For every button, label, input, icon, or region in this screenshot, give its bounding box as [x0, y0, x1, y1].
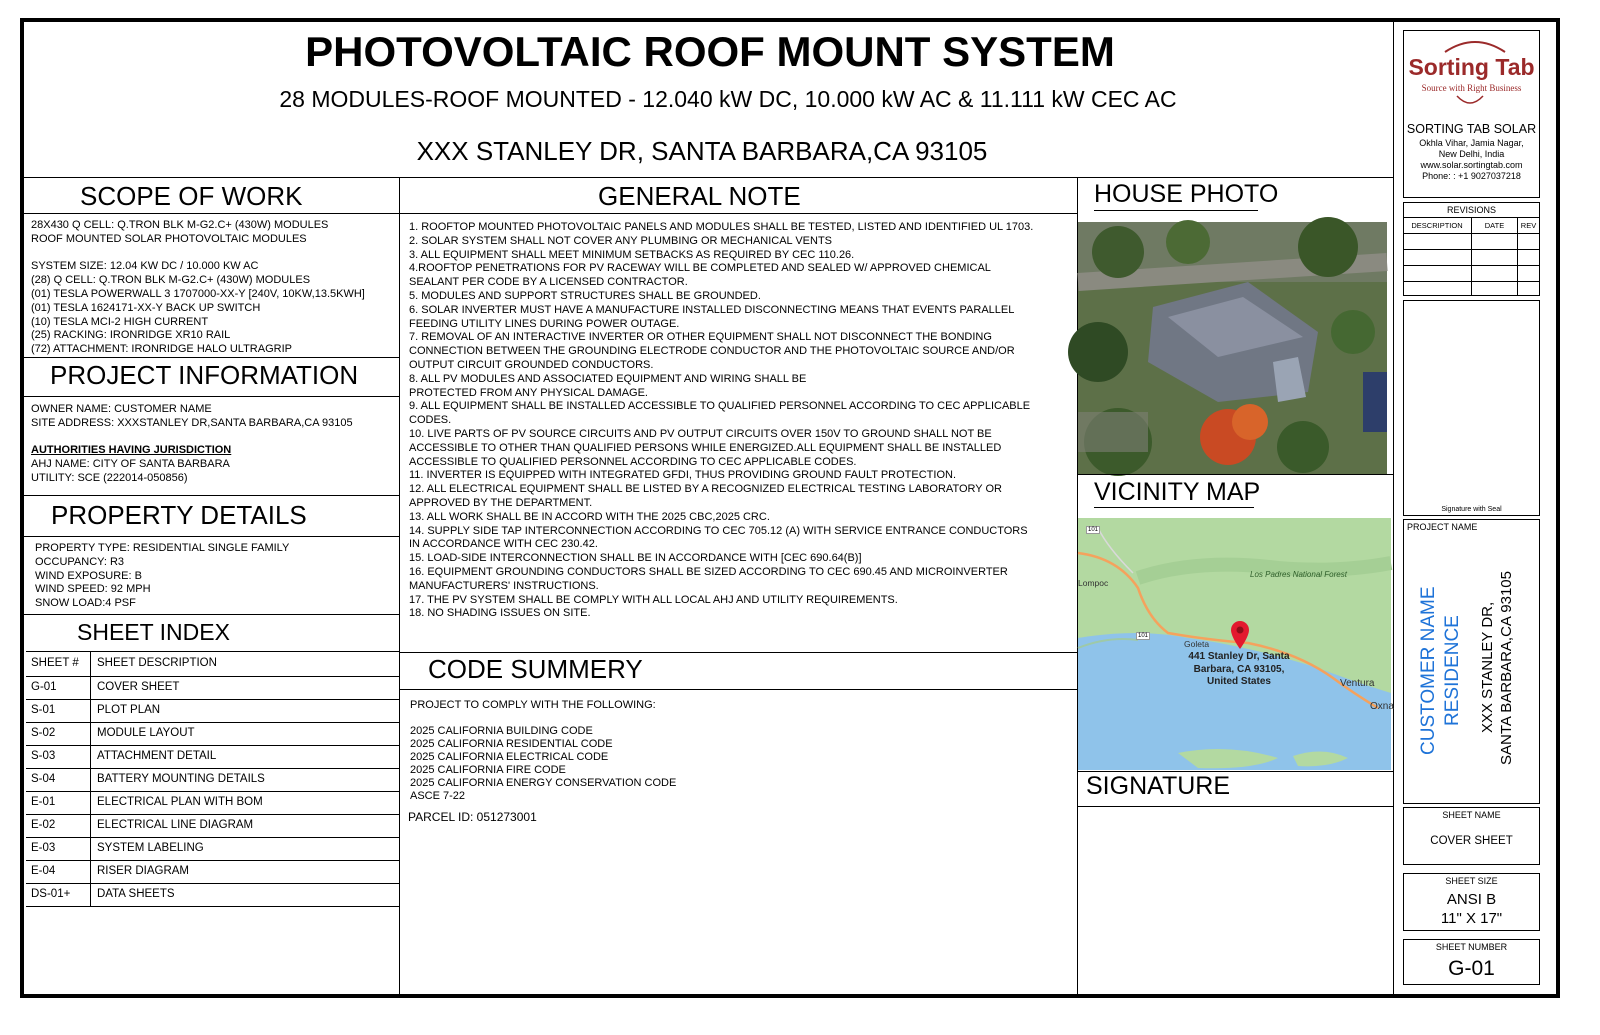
property-line: WIND SPEED: 92 MPH — [35, 583, 151, 596]
header-address: XXX STANLEY DR, SANTA BARBARA,CA 93105 — [416, 136, 988, 166]
revisions-title: REVISIONS — [1446, 205, 1496, 215]
general-note-line: 17. THE PV SYSTEM SHALL BE COMPLY WITH ALL LOCAL AHJ AND UTILITY REQUIREMENTS. — [409, 593, 898, 606]
general-note-line: 1. ROOFTOP MOUNTED PHOTOVOLTAIC PANELS AND MODULES SHALL BE TESTED, LISTED AND IDENTIFIED UL 1703. — [409, 221, 1034, 233]
house-photo-title: HOUSE PHOTO — [1094, 180, 1279, 208]
general-note-line: 9. ALL EQUIPMENT SHALL BE INSTALLED ACCESSIBLE TO QUALIFIED PERSONNEL ACCORDING TO CEC APPLICABLE — [409, 400, 1031, 413]
code-line: 2025 CALIFORNIA ENERGY CONSERVATION CODE — [410, 777, 677, 789]
general-note-line: 12. ALL ELECTRICAL EQUIPMENT SHALL BE LISTED BY A RECOGNIZED ELECTRICAL TESTING LABORATORY OR — [409, 483, 1002, 496]
project-name-label: PROJECT NAME — [1407, 522, 1478, 532]
sheet-index-title: SHEET INDEX — [77, 619, 230, 645]
table-row[interactable]: E-03 SYSTEM LABELING — [26, 837, 400, 861]
map-pin-label: 441 Stanley Dr, Santa Barbara, CA 93105, United States — [1188, 651, 1290, 687]
general-note-line: APPROVED BY THE DEPARTMENT. — [409, 496, 593, 509]
signature-seal-box — [1403, 300, 1540, 516]
table-row[interactable]: G-01 COVER SHEET — [26, 676, 400, 700]
code-summary-title: CODE SUMMERY — [428, 654, 643, 684]
scope-title: SCOPE OF WORK — [80, 181, 303, 211]
map-label-hwy-2: 101 — [1138, 633, 1149, 639]
map-label-ventura: Ventura — [1340, 678, 1375, 689]
scope-line: (01) TESLA POWERWALL 3 1707000-XX-Y [240V, 10KW,13.5KWH] — [31, 287, 365, 300]
ahj-heading: AUTHORITIES HAVING JURISDICTION — [31, 444, 232, 456]
scope-line: SYSTEM SIZE: 12.04 KW DC / 10.000 KW AC — [31, 260, 259, 273]
scope-line: (10) TESLA MCI-2 HIGH CURRENT — [31, 315, 209, 328]
map-pin-icon — [1229, 620, 1251, 650]
company-phone: Phone: : +1 9027037218 — [1422, 171, 1521, 181]
general-note-line: 11. INVERTER IS EQUIPPED WITH INTEGRATED GFDI, THUS PROVIDING GROUND FAULT PROTECTION. — [409, 469, 957, 482]
code-line: 2025 CALIFORNIA BUILDING CODE — [410, 725, 593, 737]
project-addr1: XXX STANLEY DR, — [1479, 601, 1496, 733]
signature-seal-label: Signature with Seal — [1441, 506, 1502, 513]
general-note-line: 10. LIVE PARTS OF PV SOURCE CIRCUITS AND PV OUTPUT CIRCUITS OVER 150V TO GROUND SHALL NOT BE — [409, 427, 992, 440]
company-name: SORTING TAB SOLAR — [1406, 122, 1537, 136]
logo-arc-icon — [1440, 36, 1510, 54]
logo-name: Sorting Tab — [1408, 54, 1535, 80]
general-note-line: PROTECTED FROM ANY PHYSICAL DAMAGE. — [409, 386, 648, 399]
company-addr1: Okhla Vihar, Jamia Nagar, — [1419, 138, 1524, 148]
project-addr2: SANTA BARBARA,CA 93105 — [1498, 571, 1515, 765]
company-web: www.solar.sortingtab.com — [1420, 160, 1523, 170]
project-residence: RESIDENCE — [1442, 615, 1463, 726]
company-addr2: New Delhi, India — [1438, 149, 1505, 159]
map-label-lompoc: Lompoc — [1078, 578, 1109, 588]
property-line: OCCUPANCY: R3 — [35, 555, 125, 568]
general-note-line: ACCESSIBLE TO QUALIFIED PERSONNEL ACCORDING TO CEC APPLICABLE CODES. — [409, 455, 857, 468]
site-address: SITE ADDRESS: XXXSTANLEY DR,SANTA BARBARA,CA 93105 — [31, 417, 353, 429]
revisions-col-date: DATE — [1484, 221, 1505, 230]
sheet-size-label: SHEET SIZE — [1445, 876, 1498, 886]
sheet-index-header: SHEET # SHEET DESCRIPTION — [26, 651, 400, 677]
ahj-name: AHJ NAME: CITY OF SANTA BARBARA — [31, 458, 230, 470]
general-note-line: 7. REMOVAL OF AN INTERACTIVE INVERTER OR OTHER EQUIPMENT SHALL NOT DISCONNECT THE BONDING — [409, 331, 992, 344]
general-note-line: 15. LOAD-SIDE INTERCONNECTION SHALL BE IN ACCORDANCE WITH [CEC 690.64(B)] — [409, 552, 862, 565]
general-note-line: IN ACCORDANCE WITH CEC 230.42. — [409, 538, 598, 551]
table-row[interactable]: S-03 ATTACHMENT DETAIL — [26, 745, 400, 769]
signature-title: SIGNATURE — [1086, 772, 1230, 800]
general-note-line: 16. EQUIPMENT GROUNDING CONDUCTORS SHALL BE SIZED ACCORDING TO CEC 690.45 AND MICROINVERTER — [409, 565, 1008, 578]
parcel-id: PARCEL ID: 051273001 — [408, 810, 537, 824]
general-note-line: OUTPUT CIRCUIT GROUNDED CONDUCTORS. — [409, 358, 654, 371]
general-note-line: 5. MODULES AND SUPPORT STRUCTURES SHALL BE GROUNDED. — [409, 289, 761, 302]
property-title: PROPERTY DETAILS — [51, 500, 307, 530]
general-note-line: 14. SUPPLY SIDE TAP INTERCONNECTION ACCORDING TO CEC 705.12 (A) WITH SERVICE ENTRANCE CONDUCTORS — [409, 524, 1028, 537]
general-note-line: FEEDING UTILITY LINES DURING POWER OUTAGE. — [409, 317, 680, 330]
map-label-goleta: Goleta — [1184, 639, 1210, 649]
scope-line: (25) RACKING: IRONRIDGE XR10 RAIL — [31, 329, 231, 342]
logo-tagline: Source with Right Business — [1421, 83, 1522, 93]
code-line: 2025 CALIFORNIA RESIDENTIAL CODE — [410, 738, 613, 750]
map-label-hwy-1: 101 — [1088, 527, 1099, 533]
property-line: SNOW LOAD:4 PSF — [35, 597, 136, 610]
scope-line: ROOF MOUNTED SOLAR PHOTOVOLTAIC MODULES — [31, 232, 307, 245]
general-note-line: 8. ALL PV MODULES AND ASSOCIATED EQUIPMENT AND WIRING SHALL BE — [409, 372, 807, 385]
general-note-line: SEALANT PER CODE BY A LICENSED CONTRACTOR. — [409, 276, 688, 289]
project-info-title: PROJECT INFORMATION — [50, 360, 359, 390]
code-summary-lines — [410, 725, 676, 803]
logo-swoosh-icon — [1455, 94, 1485, 108]
scope-lines — [31, 219, 365, 357]
sheet-size-value2: 11" X 17" — [1440, 910, 1503, 927]
general-note-line: 3. ALL EQUIPMENT SHALL MEET MINIMUM SETBACKS AS REQUIRED BY CEC 110.26. — [409, 248, 855, 261]
sheet-name-value: COVER SHEET — [1430, 835, 1513, 847]
sheet-size-value1: ANSI B — [1446, 891, 1497, 908]
map-label-oxnard: Oxna — [1370, 701, 1394, 712]
table-row[interactable]: S-02 MODULE LAYOUT — [26, 722, 400, 746]
property-line: PROPERTY TYPE: RESIDENTIAL SINGLE FAMILY — [35, 542, 290, 554]
sheet-number-label: SHEET NUMBER — [1435, 942, 1508, 952]
general-note-line: 6. SOLAR INVERTER MUST HAVE A MANUFACTURE INSTALLED DISCONNECTING MEANS THAT EVENTS PARALLEL — [409, 303, 1015, 316]
sheet-name-label: SHEET NAME — [1442, 810, 1501, 820]
header-divider — [24, 177, 1394, 178]
table-row[interactable]: E-04 RISER DIAGRAM — [26, 860, 400, 884]
scope-line — [31, 247, 365, 261]
vicinity-map — [1078, 518, 1394, 770]
utility: UTILITY: SCE (222014-050856) — [31, 472, 188, 484]
general-note-line: 4.ROOFTOP PENETRATIONS FOR PV RACEWAY WILL BE COMPLETED AND SEALED W/ APPROVED CHEMICAL — [409, 262, 991, 275]
project-customer-name: CUSTOMER NAME — [1418, 586, 1439, 755]
general-note-line: CODES. — [409, 414, 452, 427]
general-note-line: ACCESSIBLE TO OTHER THAN QUALIFIED PERSONS WHILE ENERGIZED.ALL EQUIPMENT SHALL BE INSTALLED — [409, 441, 1002, 454]
table-row[interactable]: E-02 ELECTRICAL LINE DIAGRAM — [26, 814, 400, 838]
vicinity-map-title: VICINITY MAP — [1094, 478, 1261, 506]
code-line: ASCE 7-22 — [410, 790, 466, 802]
general-note-line: 13. ALL WORK SHALL BE IN ACCORD WITH THE 2025 CBC,2025 CRC. — [409, 510, 770, 523]
table-row[interactable]: E-01 ELECTRICAL PLAN WITH BOM — [26, 791, 400, 815]
sheet-number-value: G-01 — [1448, 957, 1495, 980]
code-summary-intro: PROJECT TO COMPLY WITH THE FOLLOWING: — [410, 699, 656, 711]
map-label-forest: Los Padres National Forest — [1250, 570, 1347, 579]
scope-line: (72) ATTACHMENT: IRONRIDGE HALO ULTRAGRIP — [31, 343, 292, 356]
property-lines — [35, 542, 289, 611]
revisions-col-rev: REV — [1520, 221, 1537, 230]
general-note-line: MANUFACTURERS' INSTRUCTIONS. — [409, 579, 599, 592]
page-subtitle: 28 MODULES-ROOF MOUNTED - 12.040 kW DC, 10.000 kW AC & 11.111 kW CEC AC — [279, 86, 1177, 112]
scope-line: (01) TESLA 1624171-XX-Y BACK UP SWITCH — [31, 301, 261, 314]
code-line: 2025 CALIFORNIA FIRE CODE — [410, 764, 566, 776]
table-row[interactable]: S-01 PLOT PLAN — [26, 699, 400, 723]
scope-line: (28) Q CELL: Q.TRON BLK M-G2.C+ (430W) MODULES — [31, 274, 311, 287]
revisions-col-desc: DESCRIPTION — [1411, 221, 1463, 230]
general-note-title: GENERAL NOTE — [598, 181, 801, 211]
page-title: PHOTOVOLTAIC ROOF MOUNT SYSTEM — [305, 28, 1115, 75]
owner-name: OWNER NAME: CUSTOMER NAME — [31, 403, 212, 415]
general-note-line: CONNECTION BETWEEN THE GROUNDING ELECTRODE CONDUCTOR AND THE PHOTOVOLTAIC SOURCE AND/OR — [409, 345, 1015, 358]
table-row[interactable]: DS-01+ DATA SHEETS — [26, 883, 400, 907]
property-line: WIND EXPOSURE: B — [35, 569, 142, 582]
general-note-line: 18. NO SHADING ISSUES ON SITE. — [409, 607, 591, 620]
general-note-lines — [409, 221, 1033, 621]
general-note-line: 2. SOLAR SYSTEM SHALL NOT COVER ANY PLUMBING OR MECHANICAL VENTS — [409, 234, 832, 247]
titleblock-divider — [1393, 22, 1394, 994]
table-row[interactable]: S-04 BATTERY MOUNTING DETAILS — [26, 768, 400, 792]
code-line: 2025 CALIFORNIA ELECTRICAL CODE — [410, 751, 609, 763]
house-aerial-photo — [1078, 222, 1387, 474]
scope-line: 28X430 Q CELL: Q.TRON BLK M-G2.C+ (430W) MODULES — [31, 219, 329, 231]
